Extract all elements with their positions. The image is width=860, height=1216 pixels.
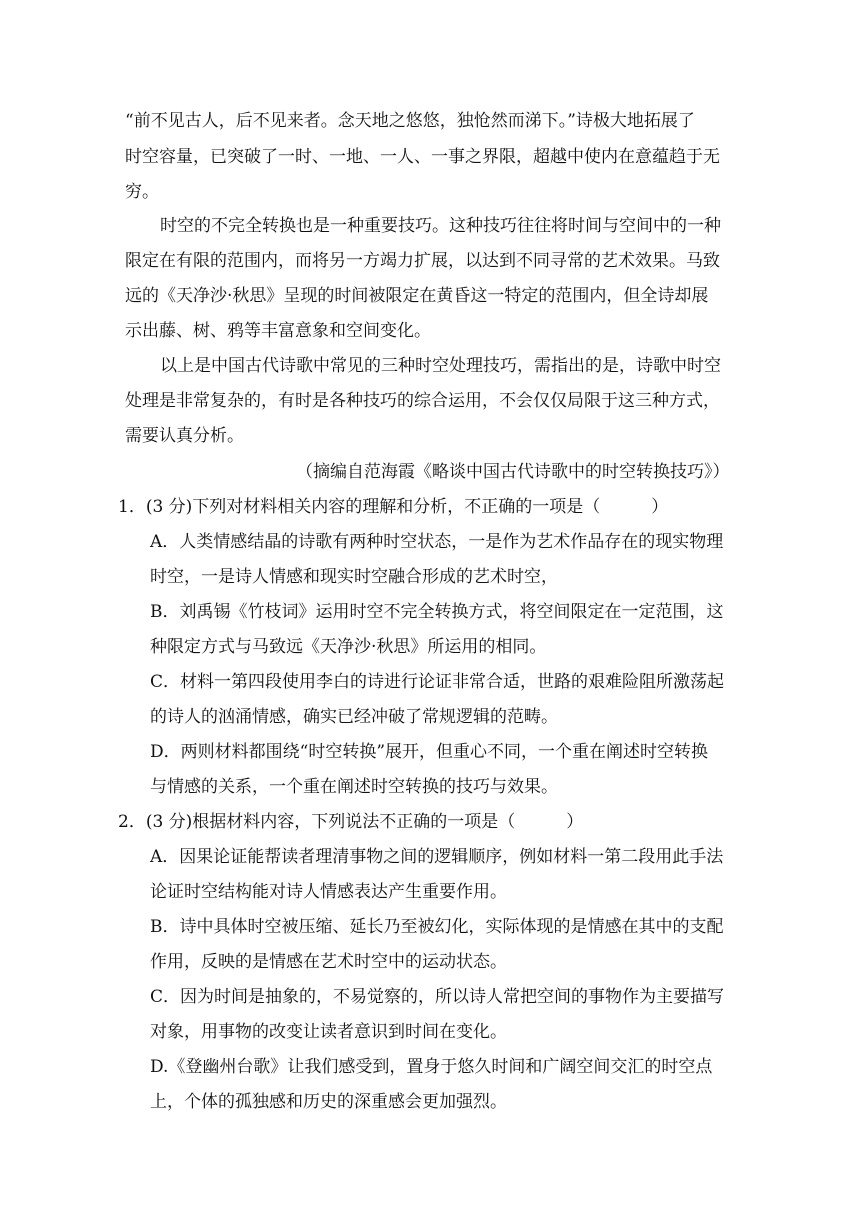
passage-p2-line-4: 示出藤、树、鸦等丰富意象和空间变化。 bbox=[125, 321, 431, 341]
question-1-option-b-line-1: B．刘禹锡《竹枝词》运用时空不完全转换方式，将空间限定在一定范围，这 bbox=[150, 602, 724, 622]
question-1-option-d-line-1: D．两则材料都围绕“时空转换”展开，但重心不同，一个重在阐述时空转换 bbox=[150, 742, 709, 762]
source-citation: （摘编自范海霞《略谈中国古代诗歌中的时空转换技巧》） bbox=[296, 462, 730, 482]
question-1-option-c-line-2: 的诗人的汹涌情感，确实已经冲破了常规逻辑的范畴。 bbox=[150, 707, 558, 727]
question-2-option-b-line-2: 作用，反映的是情感在艺术时空中的运动状态。 bbox=[150, 952, 507, 972]
passage-p2-line-2: 限定在有限的范围内，而将另一方竭力扩展，以达到不同寻常的艺术效果。马致 bbox=[125, 251, 720, 271]
passage-p3-line-2: 处理是非常复杂的，有时是各种技巧的综合运用，不会仅仅局限于这三种方式， bbox=[125, 391, 720, 411]
passage-p1-line-2: 时空容量，已突破了一时、一地、一人、一事之界限，超越中使内在意蕴趋于无 bbox=[125, 147, 720, 167]
question-2-option-d-line-2: 上，个体的孤独感和历史的深重感会更加强烈。 bbox=[150, 1092, 507, 1112]
passage-p3-line-1: 以上是中国古代诗歌中常见的三种时空处理技巧，需指出的是，诗歌中时空 bbox=[160, 356, 721, 376]
question-1-option-b-line-2: 种限定方式与马致远《天净沙·秋思》所运用的相同。 bbox=[150, 637, 547, 657]
question-2-stem: 2．(3 分)根据材料内容，下列说法不正确的一项是（ ） bbox=[118, 812, 584, 832]
question-1-option-a-line-1: A．人类情感结晶的诗歌有两种时空状态，一是作为艺术作品存在的现实物理 bbox=[150, 532, 724, 552]
passage-p3-line-3: 需要认真分析。 bbox=[125, 426, 244, 446]
question-1-option-c-line-1: C．材料一第四段使用李白的诗进行论证非常合适，世路的艰难险阻所激荡起 bbox=[150, 672, 725, 692]
question-2-option-a-line-1: A．因果论证能帮读者理清事物之间的逻辑顺序，例如材料一第二段用此手法 bbox=[150, 847, 724, 867]
question-2-option-c-line-1: C．因为时间是抽象的，不易觉察的，所以诗人常把空间的事物作为主要描写 bbox=[150, 987, 725, 1007]
question-1-option-a-line-2: 时空，一是诗人情感和现实时空融合形成的艺术时空， bbox=[150, 567, 558, 587]
question-1-option-d-line-2: 与情感的关系，一个重在阐述时空转换的技巧与效果。 bbox=[150, 777, 558, 797]
question-2-option-b-line-1: B．诗中具体时空被压缩、延长乃至被幻化，实际体现的是情感在其中的支配 bbox=[150, 917, 724, 937]
question-2-option-a-line-2: 论证时空结构能对诗人情感表达产生重要作用。 bbox=[150, 882, 507, 902]
passage-p1-line-1: “前不见古人，后不见来者。念天地之悠悠，独怆然而涕下。”诗极大地拓展了 bbox=[125, 111, 695, 131]
passage-p2-line-1: 时空的不完全转换也是一种重要技巧。这种技巧往往将时间与空间中的一种 bbox=[160, 216, 721, 236]
passage-p2-line-3: 远的《天净沙·秋思》呈现的时间被限定在黄昏这一特定的范围内，但全诗却展 bbox=[125, 286, 709, 306]
question-1-stem: 1．(3 分)下列对材料相关内容的理解和分析，不正确的一项是（ ） bbox=[118, 497, 669, 517]
passage-p1-line-3: 穷。 bbox=[125, 182, 159, 202]
question-2-option-d-line-1: D.《登幽州台歌》让我们感受到，置身于悠久时间和广阔空间交汇的时空点 bbox=[150, 1057, 713, 1077]
question-2-option-c-line-2: 对象，用事物的改变让读者意识到时间在变化。 bbox=[150, 1022, 507, 1042]
